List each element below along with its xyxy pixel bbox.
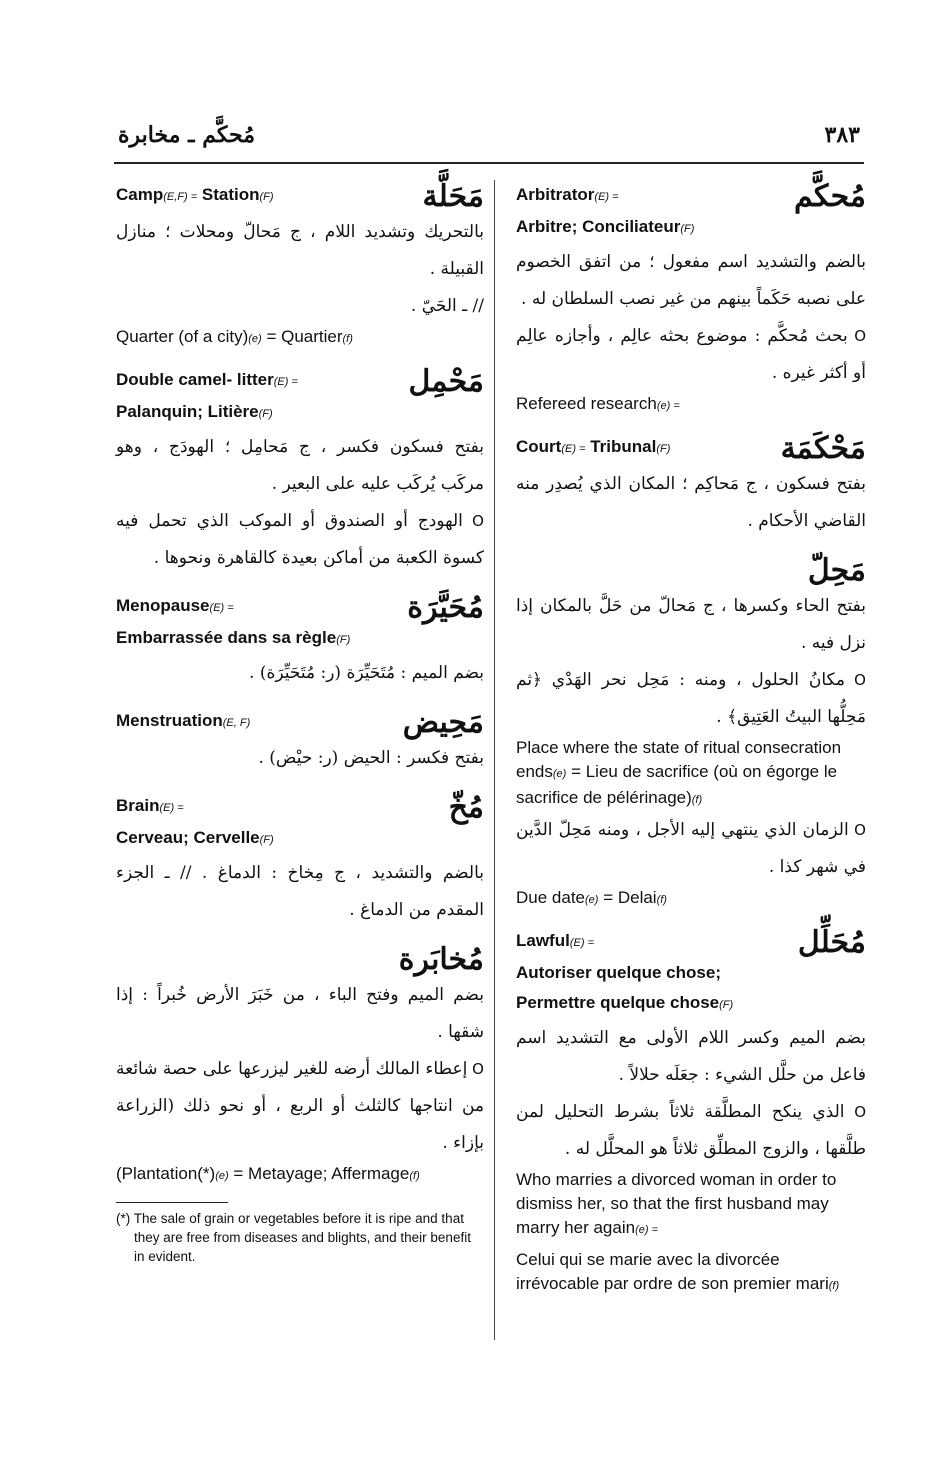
english-term: Menstruation(E, F) bbox=[116, 711, 251, 730]
entry-mukhabara bbox=[116, 943, 484, 1188]
arabic-definition: بالتحريك وتشديد اللام ، ج مَحالّ ومحلات ؛ منازل القبيلة . bbox=[116, 222, 484, 279]
arabic-definition: بفتح فسكون فكسر ، ج مَحامِل ؛ الهودَج ، وهو مركَب يُركَب عليه على البعير . bbox=[116, 437, 484, 494]
header-rule bbox=[114, 162, 864, 164]
headword: مُحَلِّل bbox=[797, 925, 866, 960]
gloss: Celui qui se marie avec la divorcée irrévocable par ordre de son premier mari(f) bbox=[516, 1250, 840, 1293]
entry-mahkama bbox=[516, 432, 866, 540]
entry-mahill bbox=[516, 554, 866, 912]
french-term: Cerveau; Cervelle(F) bbox=[116, 828, 274, 847]
arabic-definition: بضم الميم وفتح الباء ، من خَبَرَ الأرض خُبراً : إذا شقها . bbox=[116, 985, 484, 1042]
arabic-definition: بالضم والتشديد اسم مفعول ؛ من اتفق الخصوم على نصبه حَكَماً بينهم من غير نصب السلطان له . bbox=[516, 252, 866, 309]
entry-mahalla bbox=[116, 180, 484, 351]
entry-mahid bbox=[116, 706, 484, 777]
arabic-subsense: O الهودج أو الصندوق أو الموكب الذي تحمل فيه كسوة الكعبة من أماكن بعيدة كالقاهرة ونحوها . bbox=[116, 503, 484, 577]
arabic-subsense: O إعطاء المالك أرضه للغير ليزرعها على حصة شائعة من انتاجها كالثلث أو الربع ، أو نحو ذلك (الزراعة بإزاء . bbox=[116, 1051, 484, 1162]
arabic-definition: بضم الميم وكسر اللام الأولى مع التشديد اسم فاعل من حلَّل الشيء : جعَلَه حلالاً . bbox=[516, 1028, 866, 1085]
column-divider bbox=[494, 180, 495, 1340]
gloss: Due date(e) = Delai(f) bbox=[516, 888, 667, 907]
page-header bbox=[0, 118, 944, 158]
arabic-subsense: O الزمان الذي ينتهي إليه الأجل ، ومنه مَحِلّ الدَّين في شهر كذا . bbox=[516, 812, 866, 886]
gloss: Quarter (of a city)(e) = Quartier(f) bbox=[116, 327, 353, 346]
arabic-subsense: // ـ الحَيّ . bbox=[410, 296, 484, 316]
arabic-subsense: O مكانُ الحلول ، ومنه : مَحِل نحر الهَدْي ﴿ثم مَحِلُّها البيتُ العَتِيق﴾ . bbox=[516, 662, 866, 736]
headword: مَحْكَمَة bbox=[780, 431, 866, 466]
entry-mahmil bbox=[116, 365, 484, 577]
headword: مَحِلّ bbox=[807, 553, 866, 588]
english-term: Camp(E,F) = Station(F) bbox=[116, 185, 274, 204]
headword: مَحَلَّة bbox=[422, 179, 484, 214]
french-term: Arbitre; Conciliateur(F) bbox=[516, 217, 695, 236]
headword: مُحَيَّرَة bbox=[407, 590, 484, 625]
french-term: Palanquin; Litière(F) bbox=[116, 402, 273, 421]
arabic-definition: بضم الميم : مُتَحَيِّرَة (ر: مُتَحَيِّرَة) . bbox=[249, 663, 484, 683]
arabic-definition: بفتح فكسر : الحيض (ر: حيْض) . bbox=[258, 748, 484, 768]
english-term: Brain(E) = bbox=[116, 796, 184, 815]
arabic-definition: بالضم والتشديد ، ج مِخاخ : الدماغ . // ـ الجزء المقدم من الدماغ . bbox=[116, 863, 484, 920]
entry-muhakkam bbox=[516, 180, 866, 418]
gloss: Who marries a divorced woman in order to dismiss her, so that the first husband may marry her again(e) = bbox=[516, 1170, 837, 1237]
arabic-subsense: O بحث مُحكَّم : موضوع بحثه عالِم ، وأجازه عالِم أو أكثر غيره . bbox=[516, 318, 866, 392]
french-term: Autoriser quelque chose; Permettre quelque chose(F) bbox=[516, 963, 734, 1012]
headword: مُخّ bbox=[448, 790, 484, 825]
arabic-subsense: O الذي ينكح المطلَّقة ثلاثاً بشرط التحليل لمن طلَّقها ، والزوج المطلِّق ثلاثاً هو المحلَّل له . bbox=[516, 1094, 866, 1168]
headword: مَحْمِل bbox=[408, 364, 484, 399]
right-column bbox=[516, 180, 866, 1312]
gloss: Place where the state of ritual consecration ends(e) = Lieu de sacrifice (où on égorge le sacrifice de pélérinage)(f) bbox=[516, 738, 842, 807]
headword: مُخابَرة bbox=[398, 942, 484, 977]
entry-mukh bbox=[116, 791, 484, 929]
french-term: Embarrassée dans sa règle(F) bbox=[116, 628, 351, 647]
arabic-definition: بفتح فسكون ، ج مَحاكِم ؛ المكان الذي يُصدِر منه القاضي الأحكام . bbox=[516, 474, 866, 531]
page-number: ٣٨٣ bbox=[824, 122, 860, 148]
english-term: Arbitrator(E) = bbox=[516, 185, 619, 204]
headword: مُحكَّم bbox=[794, 179, 866, 214]
running-title: مُحكَّم ـ مخابرة bbox=[118, 122, 256, 148]
english-term: Lawful(E) = bbox=[516, 931, 594, 950]
entry-muhayyara bbox=[116, 591, 484, 692]
headword: مَحِيض bbox=[402, 705, 484, 740]
english-term: Court(E) = Tribunal(F) bbox=[516, 437, 671, 456]
gloss: (Plantation(*)(e) = Metayage; Affermage(f) bbox=[116, 1164, 420, 1183]
footnote: (*) The sale of grain or vegetables before it is ripe and that they are free from diseases and blights, and their benefit in evident. bbox=[116, 1211, 471, 1264]
english-term: Double camel- litter(E) = bbox=[116, 370, 298, 389]
footnote-rule bbox=[116, 1202, 228, 1203]
gloss: Refereed research(e) = bbox=[516, 394, 680, 413]
arabic-definition: بفتح الحاء وكسرها ، ج مَحالّ من حَلَّ بالمكان إذا نزل فيه . bbox=[516, 596, 866, 653]
english-term: Menopause(E) = bbox=[116, 596, 234, 615]
entry-muhallil bbox=[516, 926, 866, 1298]
left-column bbox=[116, 180, 484, 1266]
